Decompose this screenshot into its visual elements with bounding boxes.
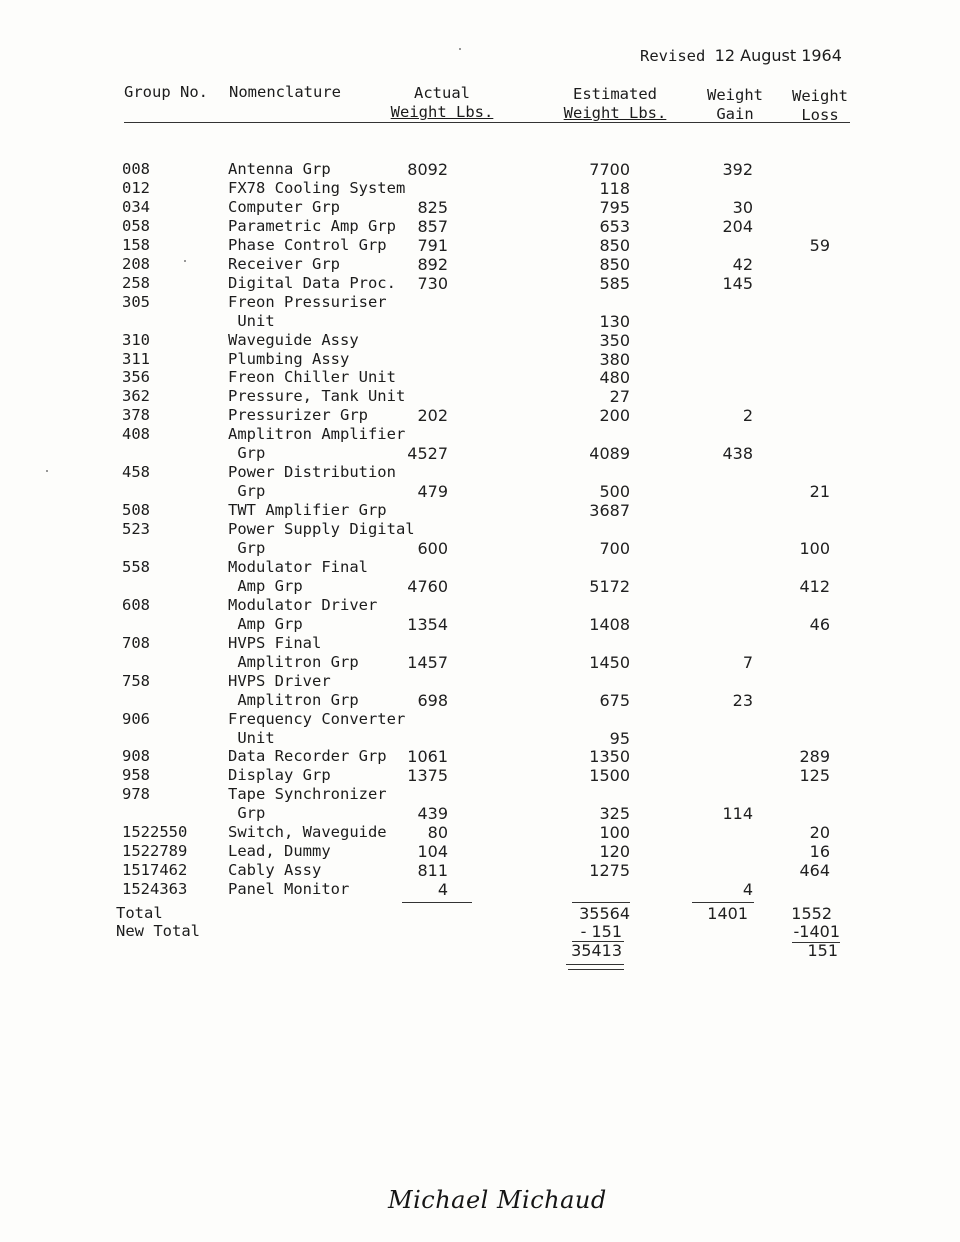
new-total-label: New Total [116,922,200,940]
weight-loss-cell: 464 [799,861,830,881]
actual-weight-cell: 1457 [407,652,448,672]
group-no-cell: 258 [122,273,150,292]
actual-weight-cell: 4 [437,880,448,900]
nomenclature-cell: Pressure, Tank Unit [228,387,406,406]
table-row [0,577,960,596]
weight-loss-cell: 16 [809,842,830,862]
actual-weight-cell: 811 [417,861,448,881]
actual-weight-cell: 730 [417,273,448,293]
weight-gain-cell: 438 [722,444,753,464]
estimated-minus-151: - 151 [580,922,622,941]
group-no-cell: 978 [122,785,150,804]
header-group-no: Group No. [124,83,208,101]
table-row [0,558,960,577]
table-row [0,653,960,672]
group-no-cell: 305 [122,292,150,311]
estimated-new-total: 35413 [571,941,622,960]
estimated-weight-cell: 95 [609,728,630,748]
weight-gain-cell: 204 [722,216,753,236]
group-no-cell: 708 [122,633,150,652]
nomenclature-cell: Modulator Final [228,558,368,576]
actual-sum-rule [402,902,472,903]
nomenclature-cell: Amplitron Grp [228,652,359,671]
table-row [0,729,960,748]
estimated-weight-cell: 1408 [589,614,630,634]
header-gain-line1: Weight [707,86,763,104]
weight-gain-cell: 4 [742,880,753,900]
total-row [0,904,960,923]
group-no-cell: 758 [122,671,150,690]
total-estimated: 35564 [579,904,630,923]
group-no-cell: 034 [122,197,150,216]
group-no-cell: 008 [122,160,150,178]
estimated-weight-cell: 850 [599,235,630,255]
estimated-weight-cell: 653 [599,216,630,236]
revised-label: Revised [640,47,706,65]
table-row [0,160,960,179]
estimated-weight-cell: 350 [599,330,630,350]
nomenclature-cell: Pressurizer Grp [228,406,368,425]
nomenclature-cell: Tape Synchronizer [228,785,387,804]
weight-loss-cell: 21 [809,482,830,502]
revision-date [640,46,842,65]
total-label: Total [116,904,163,922]
double-underline-1 [566,964,624,965]
actual-weight-cell: 698 [417,690,448,710]
estimated-weight-cell: 585 [599,273,630,293]
nomenclature-cell: HVPS Driver [228,671,331,690]
actual-weight-cell: 104 [417,842,448,862]
estimated-weight-cell: 118 [599,178,630,198]
group-no-cell: 408 [122,425,150,444]
header-actual-weight [388,84,496,122]
estimated-weight-cell: 5172 [589,576,630,596]
estimated-weight-cell: 795 [599,197,630,217]
header-actual-line2: Weight Lbs. [390,103,494,121]
header-rule [124,122,850,123]
actual-weight-cell: 600 [417,539,448,558]
table-row [0,823,960,842]
table-row [0,350,960,369]
nomenclature-cell: TWT Amplifier Grp [228,501,387,520]
nomenclature-cell: Data Recorder Grp [228,747,387,766]
nomenclature-cell: Panel Monitor [228,880,350,899]
weight-gain-cell: 23 [732,690,753,710]
nomenclature-cell: Antenna Grp [228,160,331,178]
table-row [0,331,960,350]
weight-gain-cell: 42 [732,254,753,274]
header-estimated-weight [560,85,670,123]
estimated-weight-cell: 480 [599,368,630,388]
estimated-weight-cell: 120 [599,842,630,862]
nomenclature-cell: Power Supply Digital [228,520,415,538]
weight-loss-cell: 59 [809,235,830,255]
table-row [0,179,960,198]
group-no-cell: 608 [122,595,150,614]
gain-sum-rule [692,902,754,903]
table-row [0,710,960,729]
nomenclature-cell: Modulator Driver [228,595,378,614]
actual-weight-cell: 1061 [407,747,448,767]
estimated-weight-cell: 380 [599,349,630,369]
scan-speck [459,48,461,50]
header-gain-line2: Gain [716,105,754,123]
header-weight-loss [786,87,854,125]
group-no-cell: 208 [122,254,150,273]
nomenclature-cell: Receiver Grp [228,254,340,273]
table-row [0,672,960,691]
actual-weight-cell: 479 [417,482,448,502]
loss-net: 151 [807,941,838,960]
group-no-cell: 158 [122,235,150,254]
actual-weight-cell: 8092 [407,160,448,179]
table-row [0,198,960,217]
actual-weight-cell: 1375 [407,766,448,786]
table-row [0,842,960,861]
new-total-row [0,922,960,941]
table-row [0,217,960,236]
group-no-cell: 311 [122,349,150,368]
nomenclature-cell: Waveguide Assy [228,330,359,349]
estimated-weight-cell: 675 [599,690,630,710]
nomenclature-cell: FX78 Cooling System [228,178,406,197]
group-no-cell: 908 [122,747,150,766]
table-row [0,596,960,615]
group-no-cell: 1522550 [122,823,188,842]
table-row [0,804,960,823]
weight-gain-cell: 30 [732,197,753,217]
group-no-cell: 378 [122,406,150,425]
group-no-cell: 1524363 [122,880,188,899]
revised-date-value: 12 August 1964 [714,46,842,65]
weight-loss-cell: 20 [809,823,830,843]
table-row [0,425,960,444]
actual-weight-cell: 439 [417,804,448,824]
estimated-weight-cell: 325 [599,804,630,824]
table-row [0,444,960,463]
estimated-weight-cell: 1500 [589,766,630,786]
estimated-weight-cell: 500 [599,482,630,502]
table-row [0,747,960,766]
table-row [0,520,960,539]
nomenclature-cell: Computer Grp [228,197,340,216]
weight-gain-cell: 7 [742,652,753,672]
weight-loss-cell: 412 [799,576,830,596]
nomenclature-cell: Amp Grp [228,614,303,633]
estimated-weight-cell: 1350 [589,747,630,767]
header-weight-gain [700,86,770,124]
nomenclature-cell: Plumbing Assy [228,349,350,368]
estimated-weight-cell: 7700 [589,160,630,179]
group-no-cell: 458 [122,463,150,482]
actual-weight-cell: 892 [417,254,448,274]
table-row [0,274,960,293]
table-row [0,861,960,880]
actual-weight-cell: 202 [417,406,448,426]
estimated-weight-cell: 130 [599,311,630,331]
nomenclature-cell: Amp Grp [228,576,303,595]
table-row [0,463,960,482]
header-loss-line1: Weight [792,87,848,105]
nomenclature-cell: Freon Pressuriser [228,292,387,311]
table-row [0,387,960,406]
table-row [0,501,960,520]
actual-weight-cell: 791 [417,235,448,255]
estimated-weight-cell: 4089 [589,444,630,464]
group-no-cell: 310 [122,330,150,349]
group-no-cell: 1517462 [122,861,188,880]
header-loss-line2: Loss [801,106,839,124]
table-row [0,236,960,255]
nomenclature-cell: Display Grp [228,766,331,785]
estimated-weight-cell: 100 [599,823,630,843]
nomenclature-cell: Unit [228,311,275,330]
nomenclature-cell: Grp [228,539,266,557]
nomenclature-cell: Unit [228,728,275,747]
nomenclature-cell: Frequency Converter [228,709,406,728]
nomenclature-cell: Grp [228,444,266,463]
group-no-cell: 558 [122,558,150,576]
actual-weight-cell: 4760 [407,576,448,596]
nomenclature-cell: Digital Data Proc. [228,273,396,292]
double-underline-2 [568,969,624,970]
table-row [0,293,960,312]
estimated-sum-rule [572,902,630,903]
weight-loss-cell: 46 [809,614,830,634]
table-row [0,766,960,785]
group-no-cell: 906 [122,709,150,728]
table-row [0,255,960,274]
group-no-cell: 058 [122,216,150,235]
total-gain: 1401 [707,904,748,923]
estimated-weight-cell: 200 [599,406,630,426]
nomenclature-cell: Freon Chiller Unit [228,368,396,387]
table-row [0,615,960,634]
loss-minus-gain: -1401 [793,922,840,941]
nomenclature-cell: Phase Control Grp [228,235,387,254]
weight-gain-cell: 2 [742,406,753,426]
actual-weight-cell: 4527 [407,444,448,464]
table-row [0,312,960,331]
weight-loss-cell: 100 [799,539,830,558]
nomenclature-cell: Grp [228,804,266,823]
estimated-weight-cell: 27 [609,387,630,407]
estimated-weight-cell: 700 [599,539,630,558]
group-no-cell: 012 [122,178,150,197]
weight-loss-cell: 125 [799,766,830,786]
table-row [0,406,960,425]
weight-gain-cell: 114 [722,804,753,824]
header-estimated-line2: Weight Lbs. [563,104,667,122]
actual-weight-cell: 1354 [407,614,448,634]
group-no-cell: 958 [122,766,150,785]
group-no-cell: 523 [122,520,150,538]
actual-weight-cell: 857 [417,216,448,236]
header-actual-line1: Actual [414,84,470,102]
total-loss: 1552 [791,904,832,923]
nomenclature-cell: Grp [228,482,266,501]
header-estimated-line1: Estimated [573,85,657,103]
nomenclature-cell: Power Distribution [228,463,396,482]
header-nomenclature: Nomenclature [229,83,341,101]
scan-speck [46,470,48,472]
nomenclature-cell: Amplitron Amplifier [228,425,406,444]
nomenclature-cell: Lead, Dummy [228,842,331,861]
table-row [0,691,960,710]
table-row [0,634,960,653]
nomenclature-cell: Amplitron Grp [228,690,359,709]
nomenclature-cell: Switch, Waveguide [228,823,387,842]
estimated-weight-cell: 850 [599,254,630,274]
group-no-cell: 508 [122,501,150,520]
group-no-cell: 356 [122,368,150,387]
estimated-weight-cell: 3687 [589,501,630,521]
estimated-weight-cell: 1450 [589,652,630,672]
scan-speck [184,260,186,262]
table-row [0,785,960,804]
table-row [0,482,960,501]
nomenclature-cell: Cably Assy [228,861,322,880]
group-no-cell: 362 [122,387,150,406]
table-row [0,368,960,387]
actual-weight-cell: 825 [417,197,448,217]
estimated-weight-cell: 1275 [589,861,630,881]
weight-gain-cell: 145 [722,273,753,293]
weight-loss-cell: 289 [799,747,830,767]
table-row [0,880,960,899]
weight-gain-cell: 392 [722,160,753,179]
actual-weight-cell: 80 [427,823,448,843]
nomenclature-cell: Parametric Amp Grp [228,216,396,235]
table-row [0,539,960,558]
new-total-values-row [0,941,960,960]
nomenclature-cell: HVPS Final [228,633,322,652]
signature: Michael Michaud [388,1186,607,1214]
group-no-cell: 1522789 [122,842,188,861]
